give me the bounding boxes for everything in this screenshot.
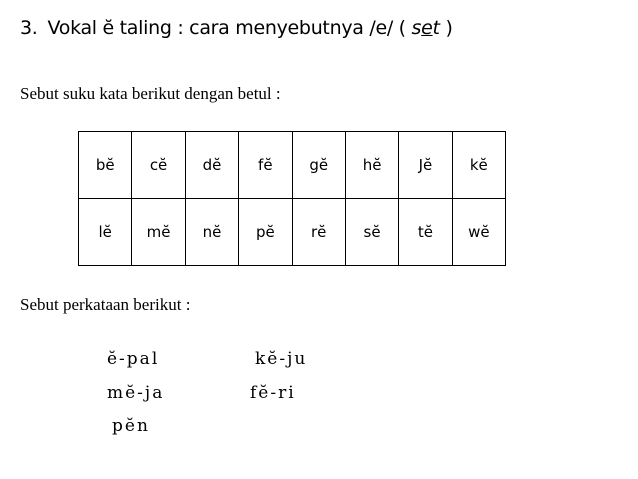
example-word-underlined-vowel: e xyxy=(421,17,433,39)
syllable-cell: rĕ xyxy=(292,199,345,266)
instruction-syllables: Sebut suku kata berikut dengan betul : xyxy=(20,84,281,103)
heading-close: ) xyxy=(439,17,453,39)
word-item: kĕ-ju xyxy=(255,349,308,369)
section-heading xyxy=(20,17,453,39)
syllable-cell: kĕ xyxy=(452,132,505,199)
syllable-cell: sĕ xyxy=(345,199,398,266)
example-word xyxy=(412,17,440,39)
example-word-start: s xyxy=(411,17,422,39)
syllable-cell: bĕ xyxy=(79,132,132,199)
word-item: ĕ-pal xyxy=(107,349,160,369)
syllable-cell: wĕ xyxy=(452,199,505,266)
syllable-cell: lĕ xyxy=(79,199,132,266)
syllable-cell: dĕ xyxy=(185,132,238,199)
section-number: 3. xyxy=(20,17,38,39)
instruction-words: Sebut perkataan berikut : xyxy=(20,295,191,314)
syllable-cell: cĕ xyxy=(132,132,185,199)
syllable-cell: tĕ xyxy=(399,199,452,266)
syllable-row-1 xyxy=(79,132,506,199)
word-item: pĕn xyxy=(112,416,150,436)
heading-text: Vokal ĕ taling : cara menyebutnya /e/ ( xyxy=(47,17,412,39)
syllable-cell: nĕ xyxy=(185,199,238,266)
syllable-cell: fĕ xyxy=(239,132,292,199)
syllable-cell: Jĕ xyxy=(399,132,452,199)
syllable-row-2 xyxy=(79,199,506,266)
word-item: fĕ-ri xyxy=(250,383,296,403)
example-word-end: t xyxy=(432,17,440,39)
syllable-table xyxy=(78,131,506,266)
syllable-cell: mĕ xyxy=(132,199,185,266)
word-item: mĕ-ja xyxy=(107,383,165,403)
syllable-cell: pĕ xyxy=(239,199,292,266)
syllable-cell: gĕ xyxy=(292,132,345,199)
syllable-cell: hĕ xyxy=(345,132,398,199)
